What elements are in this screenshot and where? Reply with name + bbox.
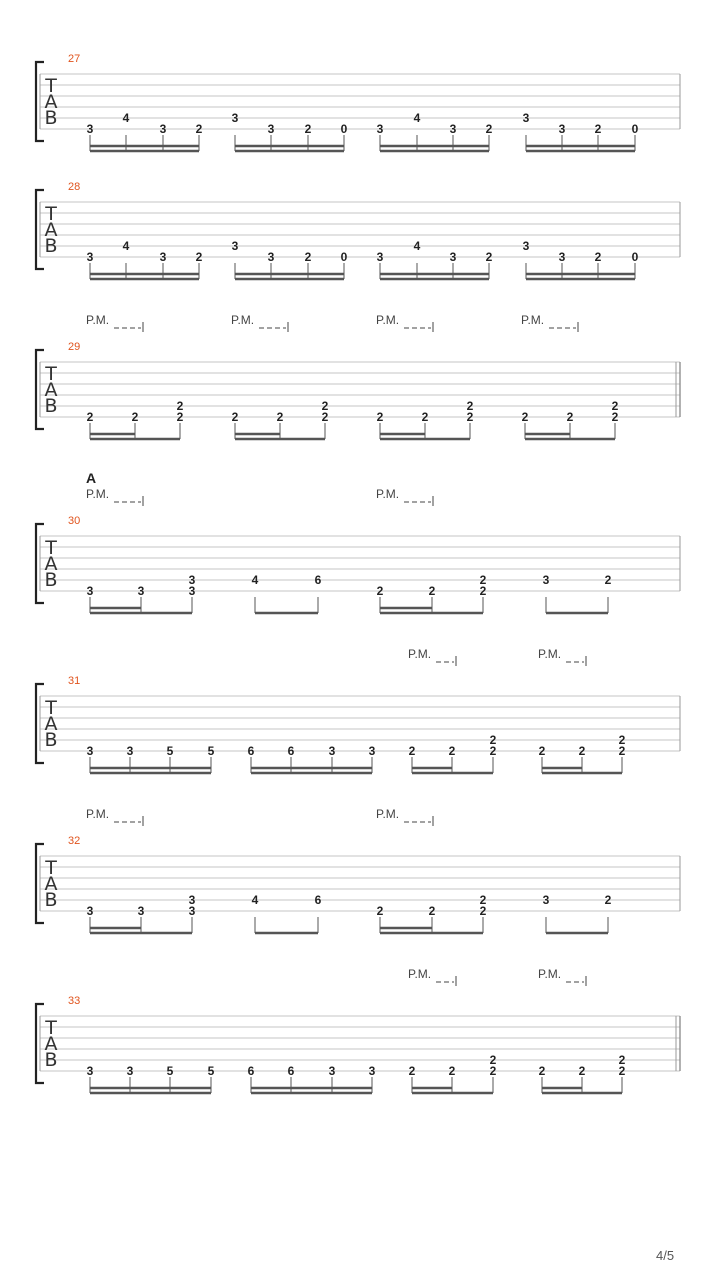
measure-number: 28 [68, 181, 81, 193]
fret-number: 3 [188, 893, 196, 907]
fret-number: 3 [368, 744, 376, 758]
fret-number: 3 [159, 122, 167, 136]
palm-mute-label: P.M. [231, 313, 255, 327]
palm-mute-label: P.M. [521, 313, 545, 327]
fret-number: 2 [618, 744, 626, 758]
fret-number: 2 [408, 744, 416, 758]
fret-number: 6 [314, 893, 322, 907]
fret-number: 2 [321, 399, 329, 413]
fret-number: 5 [207, 744, 215, 758]
fret-number: 2 [489, 744, 497, 758]
fret-number: 5 [207, 1064, 215, 1078]
fret-number: 3 [126, 744, 134, 758]
fret-number: 3 [267, 250, 275, 264]
fret-number: 2 [376, 584, 384, 598]
tab-clef-letter: A [44, 1033, 58, 1055]
palm-mute-label: P.M. [538, 967, 562, 981]
fret-number: 2 [611, 410, 619, 424]
fret-number: 2 [428, 904, 436, 918]
fret-number: 2 [521, 410, 529, 424]
fret-number: 3 [328, 1064, 336, 1078]
fret-number: 3 [328, 744, 336, 758]
fret-number: 2 [421, 410, 429, 424]
fret-number: 2 [594, 122, 602, 136]
measure-number: 33 [68, 995, 81, 1007]
fret-number: 4 [251, 893, 259, 907]
tab-clef-letter: B [44, 235, 58, 257]
fret-number: 4 [122, 111, 130, 125]
palm-mute-label: P.M. [376, 313, 400, 327]
fret-number: 2 [578, 744, 586, 758]
fret-number: 2 [594, 250, 602, 264]
fret-number: 6 [287, 744, 295, 758]
tab-clef-letter: T [45, 1017, 57, 1039]
fret-number: 0 [340, 250, 348, 264]
fret-number: 2 [489, 1053, 497, 1067]
tab-clef-letter: B [44, 569, 58, 591]
fret-number: 3 [449, 250, 457, 264]
tab-clef-letter: A [44, 91, 58, 113]
fret-number: 2 [485, 122, 493, 136]
fret-number: 3 [522, 239, 530, 253]
fret-number: 3 [231, 111, 239, 125]
fret-number: 2 [618, 733, 626, 747]
palm-mute-label: P.M. [86, 313, 110, 327]
fret-number: 2 [195, 122, 203, 136]
palm-mute-label: P.M. [86, 807, 110, 821]
tab-clef-letter: T [45, 857, 57, 879]
fret-number: 2 [276, 410, 284, 424]
fret-number: 2 [376, 410, 384, 424]
tab-clef-letter: A [44, 219, 58, 241]
fret-number: 2 [176, 399, 184, 413]
measure-number: 30 [68, 515, 81, 527]
fret-number: 3 [542, 893, 550, 907]
measure-number: 27 [68, 53, 81, 65]
fret-number: 3 [558, 122, 566, 136]
fret-number: 2 [448, 1064, 456, 1078]
fret-number: 3 [86, 744, 94, 758]
fret-number: 2 [578, 1064, 586, 1078]
fret-number: 3 [188, 904, 196, 918]
fret-number: 4 [122, 239, 130, 253]
fret-number: 2 [538, 1064, 546, 1078]
fret-number: 2 [448, 744, 456, 758]
measure-number: 31 [68, 675, 81, 687]
tab-clef-letter: T [45, 537, 57, 559]
fret-number: 6 [247, 744, 255, 758]
tab-clef-letter: A [44, 873, 58, 895]
palm-mute-label: P.M. [376, 487, 400, 501]
fret-number: 3 [522, 111, 530, 125]
fret-number: 3 [86, 122, 94, 136]
fret-number: 3 [188, 573, 196, 587]
fret-number: 4 [413, 111, 421, 125]
fret-number: 2 [489, 733, 497, 747]
tab-clef-letter: B [44, 729, 58, 751]
fret-number: 2 [231, 410, 239, 424]
fret-number: 4 [251, 573, 259, 587]
fret-number: 2 [466, 399, 474, 413]
fret-number: 3 [126, 1064, 134, 1078]
palm-mute-label: P.M. [408, 647, 432, 661]
fret-number: 2 [479, 904, 487, 918]
fret-number: 2 [321, 410, 329, 424]
tab-clef-letter: B [44, 395, 58, 417]
fret-number: 3 [159, 250, 167, 264]
fret-number: 3 [86, 1064, 94, 1078]
fret-number: 3 [137, 904, 145, 918]
fret-number: 6 [247, 1064, 255, 1078]
fret-number: 2 [604, 573, 612, 587]
tab-clef-letter: T [45, 363, 57, 385]
fret-number: 3 [86, 584, 94, 598]
fret-number: 2 [195, 250, 203, 264]
fret-number: 2 [604, 893, 612, 907]
fret-number: 3 [86, 904, 94, 918]
page-number: 4/5 [656, 1248, 675, 1263]
tab-clef-letter: B [44, 1049, 58, 1071]
tab-clef-letter: T [45, 697, 57, 719]
palm-mute-label: P.M. [408, 967, 432, 981]
fret-number: 2 [131, 410, 139, 424]
fret-number: 2 [611, 399, 619, 413]
fret-number: 0 [631, 250, 639, 264]
fret-number: 2 [428, 584, 436, 598]
fret-number: 2 [304, 250, 312, 264]
fret-number: 2 [618, 1053, 626, 1067]
tab-clef-letter: A [44, 379, 58, 401]
fret-number: 3 [188, 584, 196, 598]
fret-number: 2 [566, 410, 574, 424]
fret-number: 3 [376, 250, 384, 264]
fret-number: 2 [618, 1064, 626, 1078]
palm-mute-label: P.M. [376, 807, 400, 821]
fret-number: 2 [376, 904, 384, 918]
palm-mute-label: P.M. [86, 487, 110, 501]
fret-number: 6 [287, 1064, 295, 1078]
fret-number: 3 [368, 1064, 376, 1078]
fret-number: 2 [466, 410, 474, 424]
tab-clef-letter: A [44, 553, 58, 575]
fret-number: 5 [166, 1064, 174, 1078]
fret-number: 2 [479, 893, 487, 907]
tab-clef-letter: A [44, 713, 58, 735]
fret-number: 3 [376, 122, 384, 136]
fret-number: 2 [479, 584, 487, 598]
fret-number: 3 [558, 250, 566, 264]
fret-number: 2 [479, 573, 487, 587]
fret-number: 3 [137, 584, 145, 598]
tab-clef-letter: T [45, 203, 57, 225]
fret-number: 0 [340, 122, 348, 136]
fret-number: 2 [538, 744, 546, 758]
tab-clef-letter: B [44, 889, 58, 911]
fret-number: 2 [489, 1064, 497, 1078]
fret-number: 2 [408, 1064, 416, 1078]
fret-number: 5 [166, 744, 174, 758]
fret-number: 3 [542, 573, 550, 587]
fret-number: 3 [231, 239, 239, 253]
fret-number: 2 [304, 122, 312, 136]
fret-number: 3 [86, 250, 94, 264]
section-marker: A [86, 470, 97, 486]
palm-mute-label: P.M. [538, 647, 562, 661]
measure-number: 29 [68, 341, 81, 353]
fret-number: 2 [176, 410, 184, 424]
fret-number: 3 [267, 122, 275, 136]
fret-number: 2 [86, 410, 94, 424]
fret-number: 2 [485, 250, 493, 264]
measure-number: 32 [68, 835, 81, 847]
tab-clef-letter: T [45, 75, 57, 97]
fret-number: 6 [314, 573, 322, 587]
fret-number: 0 [631, 122, 639, 136]
fret-number: 3 [449, 122, 457, 136]
fret-number: 4 [413, 239, 421, 253]
tab-clef-letter: B [44, 107, 58, 129]
